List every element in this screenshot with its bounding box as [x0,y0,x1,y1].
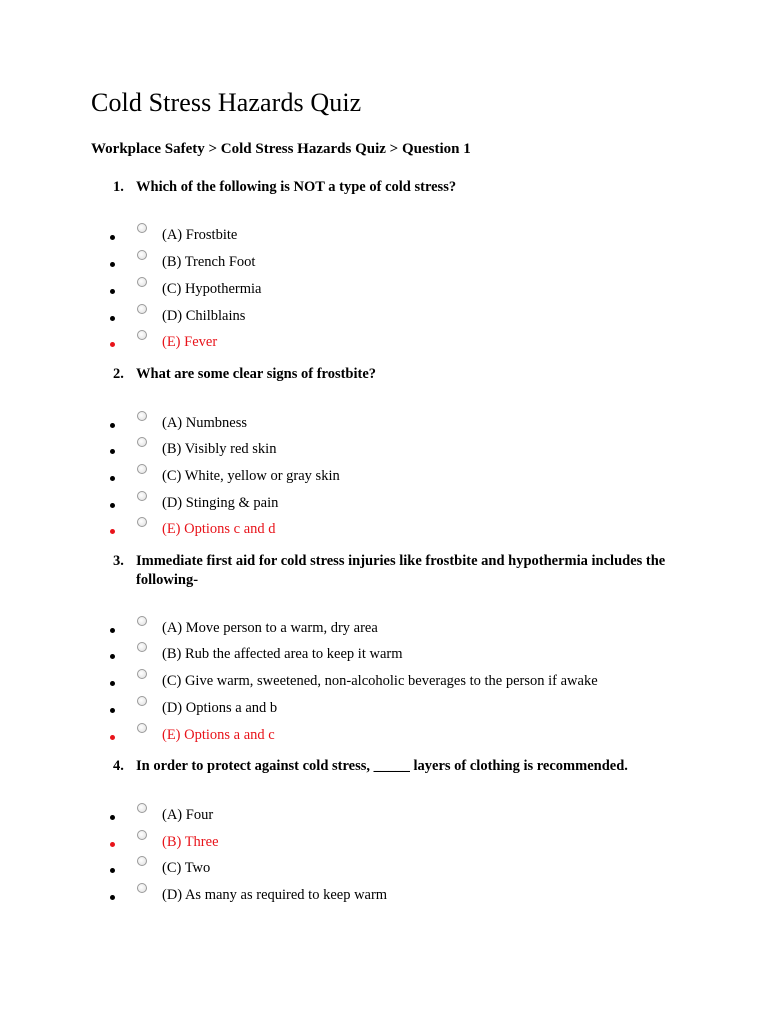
question-text: In order to protect against cold stress, _____ layers of clothing is recommended. [136,758,628,774]
answer-option-label: (C) Two [162,860,211,876]
bullet-icon [110,476,115,481]
radio-button-icon[interactable] [137,883,147,893]
breadcrumb: Workplace Safety > Cold Stress Hazards Quiz > Question 1 [91,141,471,157]
bullet-icon [110,708,115,713]
bullet-icon [110,735,115,740]
radio-button-icon[interactable] [137,330,147,340]
answer-option-label: (E) Fever [162,334,218,350]
bullet-icon [110,529,115,534]
radio-button-icon[interactable] [137,642,147,652]
answer-option[interactable] [110,443,670,465]
answer-option-label: (E) Options c and d [162,521,276,537]
bullet-icon [110,868,115,873]
bullet-icon [110,235,115,240]
answer-option-label: (D) Options a and b [162,700,278,716]
bullet-icon [110,342,115,347]
answer-option[interactable] [110,256,670,278]
answer-option-label: (D) Stinging & pain [162,495,279,511]
radio-button-icon[interactable] [137,803,147,813]
radio-button-icon[interactable] [137,437,147,447]
question-number: 4. [113,758,124,774]
answer-option[interactable] [110,648,670,670]
radio-button-icon[interactable] [137,464,147,474]
answer-option-label: (C) White, yellow or gray skin [162,468,340,484]
answer-option[interactable] [110,229,670,251]
answer-option[interactable] [110,729,670,751]
answer-option[interactable] [110,702,670,724]
answer-option-label: (D) As many as required to keep warm [162,887,388,903]
radio-button-icon[interactable] [137,856,147,866]
bullet-icon [110,503,115,508]
answer-option-label: (D) Chilblains [162,308,246,324]
radio-button-icon[interactable] [137,491,147,501]
bullet-icon [110,449,115,454]
question-number: 1. [113,179,124,195]
bullet-icon [110,842,115,847]
bullet-icon [110,289,115,294]
answer-option-label: (B) Rub the affected area to keep it warm [162,646,403,662]
answer-option-label: (E) Options a and c [162,727,275,743]
radio-button-icon[interactable] [137,830,147,840]
bullet-icon [110,681,115,686]
answer-option[interactable] [110,497,670,519]
radio-button-icon[interactable] [137,277,147,287]
answer-option-label: (B) Visibly red skin [162,441,277,457]
answer-option-label: (A) Frostbite [162,227,238,243]
radio-button-icon[interactable] [137,411,147,421]
bullet-icon [110,628,115,633]
answer-option[interactable] [110,889,670,911]
radio-button-icon[interactable] [137,669,147,679]
answer-option-label: (B) Trench Foot [162,254,256,270]
radio-button-icon[interactable] [137,723,147,733]
bullet-icon [110,654,115,659]
bullet-icon [110,895,115,900]
answer-option-label: (A) Numbness [162,415,247,431]
answer-option-label: (C) Hypothermia [162,281,262,297]
radio-button-icon[interactable] [137,616,147,626]
bullet-icon [110,262,115,267]
question-number: 3. [113,553,124,569]
answer-option[interactable] [110,523,670,545]
answer-option[interactable] [110,836,670,858]
answer-option-label: (A) Four [162,807,214,823]
radio-button-icon[interactable] [137,304,147,314]
answer-option[interactable] [110,675,670,697]
radio-button-icon[interactable] [137,696,147,706]
radio-button-icon[interactable] [137,250,147,260]
question-number: 2. [113,366,124,382]
answer-option[interactable] [110,336,670,358]
page-title: Cold Stress Hazards Quiz [91,88,362,117]
bullet-icon [110,423,115,428]
answer-option[interactable] [110,283,670,305]
bullet-icon [110,815,115,820]
answer-option[interactable] [110,809,670,831]
answer-option-label: (C) Give warm, sweetened, non-alcoholic beverages to the person if awake [162,673,598,689]
answer-option[interactable] [110,417,670,439]
answer-option[interactable] [110,310,670,332]
question-text: Which of the following is NOT a type of cold stress? [136,179,457,195]
answer-option[interactable] [110,470,670,492]
bullet-icon [110,316,115,321]
question-text: Immediate first aid for cold stress injuries like frostbite and hypothermia includes the following- [136,553,666,588]
answer-option-label: (A) Move person to a warm, dry area [162,620,378,636]
radio-button-icon[interactable] [137,223,147,233]
question-text: What are some clear signs of frostbite? [136,366,377,382]
answer-option[interactable] [110,622,670,644]
answer-option[interactable] [110,862,670,884]
answer-option-label: (B) Three [162,834,219,850]
radio-button-icon[interactable] [137,517,147,527]
